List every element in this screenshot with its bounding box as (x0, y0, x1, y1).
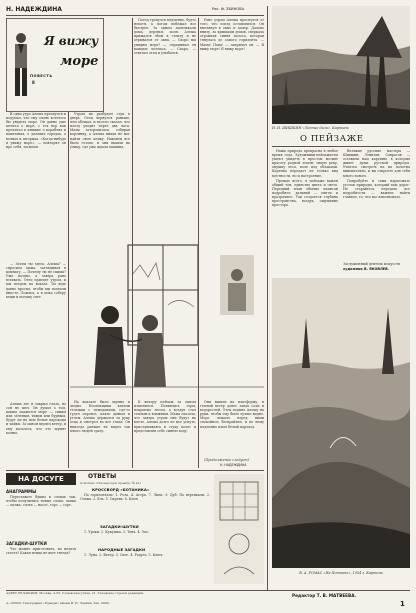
jokes-answers: 1. Уроки. 2. Кукушка. 3. Тень. 4. Эхо. (84, 530, 149, 534)
answers-heading: ОТВЕТЫ (88, 473, 117, 480)
article-col1: Наша природа прекрасна в любое время года. Художники-пейзажисты умеют увидеть в простом мотиве красоту родной земли: тихую реку, опушку леса, поле под облаками. Картина передает не только вид местности, но и настроение. Прежде всего, в пейзаже важен общий тон, единство цвета и света. Передний план обычно написан подробнее, дальний — мягче и прозрачнее. Так создается глубина пространства, воздух, ощущение простора. (272, 149, 338, 208)
anagram-text: Переставьте буквы в словах так, чтобы получились новые слова: лапка — палка, сосна — насос, торс — сорт. (6, 495, 76, 508)
story-col2-top: Утром их разбудил стук в дверь. Отец вернулся раньше, чем обещал, и весело сказал, что поезд уходит через два часа. Мама заторопилась, собирая корзинку, а Алеша никак не мог найти свою кепку. Наконец все было готово, и они вышли на улицу, где уже ждала машина. (70, 112, 130, 149)
col-rule-2 (132, 18, 133, 468)
leisure-banner: НА ДОСУГЕ (6, 473, 76, 485)
pioneer-boy-illustration (10, 30, 32, 100)
answers-subheading: (Смотри «Пионерскую правду» № 41) (80, 481, 141, 485)
folk-riddles-answers: 1. Луна. 2. Ветер. 3. Снег. 4. Радуга. 5. Ключ. (84, 553, 164, 557)
chapter-number: 8 (32, 80, 35, 85)
jokes-heading: ЗАГАДКИ-ШУТКИ (100, 524, 139, 529)
story-col3-bot: К вечеру пейзаж за окном изменился. Появились горы, покрытые лесом, а воздух стал теплым и влажным. Мама сказала, что завтра утром они будут на месте. Алеша долго не мог уснуть, прислушиваясь к стуку колес и представляя себе синюю воду. (134, 400, 196, 433)
col-rule-3 (198, 18, 199, 468)
author-name: Н. НАДЕЖДИНА (6, 6, 62, 13)
footer-address: АДРЕС РЕДАКЦИИ: Москва, А-55, Сущевская улица, 21. Телефоны отделов редакции. (6, 592, 145, 595)
story-kind: ПОВЕСТЬ (30, 74, 53, 78)
crossword-answers: По горизонтали: 1. Роза. 4. Астра. 7. Липа. 9. Дуб. По вертикали: 2. Осина. 3. Ель. 5. Сирень. 6. Клен. (80, 493, 210, 502)
romas-painting (272, 278, 410, 568)
heading-rule (272, 146, 410, 147)
continued-note: (Продолжение следует) (204, 458, 249, 462)
story-illustration (70, 235, 264, 397)
footer-editor: Редактор Т. В. МАТВЕЕВА. (292, 593, 357, 598)
story-col4-bot: Они вышли на платформу, и теплый ветер донес запах соли и водорослей. Отец поднял Алешу на руки, чтобы ему было лучше видно. Море лежало перед ними спокойное, бескрайнее, и по нему медленно плыл белый пароход. (200, 400, 264, 429)
header-rule (6, 15, 264, 16)
col-rule-1 (68, 112, 69, 468)
riddles-text: Что можно приготовить, но нельзя съесть? Какая птица не вьет гнезда? (6, 547, 76, 556)
footer-rule (6, 590, 410, 591)
article-col2: Великие русские мастера — Шишкин, Левитан, Саврасов — оставили нам картины, в которых живет душа русской природы. Учитесь смотреть на их полотна внимательно, и вы откроете для себя много нового. Попробуйте и сами нарисовать уголок природы, который вам дорог. Не старайтесь передать все подробности — важнее найти главное, то, что вас взволновало. (343, 149, 410, 200)
story-signature: Н. НАДЕЖДИНА (220, 463, 247, 467)
story-title-line1: Я вижу (44, 34, 99, 48)
story-col1-mid: — Зачем ты здесь, Алеша? — спросила мама, заглядывая в комнату. — Почему ты не спишь? Уже поздно, а завтра рано вставать. Отец приедет утром, и мы поедем на вокзал. Ты ведь давно просил, чтобы мы поехали вместе. Ложись, а я пока соберу вещи и погашу свет. (6, 262, 66, 299)
crossword-heading: КРОССВОРД «БОТАНИКА» (92, 487, 150, 492)
riddles-heading: ЗАГАДКИ-ШУТКИ (6, 541, 47, 546)
section-rule (267, 6, 268, 590)
leisure-top-rule (6, 470, 264, 471)
story-col2-bot: На вокзале было шумно и людно. Носильщики катили тележки с чемоданами, где-то гудел паровоз, пахло дымом и углем. Алеша держался за руку отца и смотрел во все глаза. Он никогда раньше не видел так много людей сразу. (70, 400, 130, 433)
illustrator-credit: Рис. Ф. ЗБИНОВА (212, 7, 245, 11)
story-col3-top: Поезд тронулся медленно, будто нехотя, а потом побежал все быстрее. За окном замелькали дома, деревья, поля. Алеша прижался лбом к стеклу и не отрывался от окна. — Скоро мы увидим море? — спрашивал он каждые полчаса. — Скоро, — отвечал отец и улыбался. (134, 18, 196, 55)
story-title-line2: море (60, 54, 99, 69)
story-col4-top: Рано утром Алеша проснулся от того, что поезд остановился. Он выглянул в окно и замер. Далеко внизу, за крышами домов, сверкала огромная синяя полоса, которая тянулась до самого горизонта. — Мама! Папа! — закричал он. — Я вижу море! Я вижу море! (200, 18, 264, 51)
painting2-caption: В. А. РОМАС «На Понтине», 1954 г. Картина (299, 571, 383, 575)
article-signature: Заслуженный деятель искусств (343, 262, 400, 266)
article-heading: О ПЕЙЗАЖЕ (300, 134, 364, 144)
footer-meta: А—00000. Типография «Правды» имени В. И. Ленина. Зак. 0000. (6, 602, 110, 605)
anagram-heading: АНАГРАММЫ (6, 489, 37, 494)
article-author: художник В. ЯКОВЛЕВ. (343, 267, 389, 271)
page-number: 1 (400, 600, 405, 608)
story-col1-top: В одно утро Алеша проснулся и подумал, что ему очень хотелось бы увидеть море. Он давно уже мечтал о море, с тех пор как прочитал в книжке о кораблях и капитанах, о далеких городах, о волнах и штормах. «Когда-нибудь я увижу море», — повторял он про себя, засыпая. (6, 112, 66, 149)
painting-caption: И. И. ШИШКИН «Лесные дали». Картина (272, 126, 349, 130)
story-col1-bot: Алеша лег и закрыл глаза, но сон не шел. Он думал о том, каким окажется море — синим или зеленым, тихим или бурным, будут ли на нем белые пароходы и чайки. За окном шумел ветер, и ему казалось, что это шумят волны. (6, 402, 66, 435)
folk-riddles-heading: НАРОДНЫЕ ЗАГАДКИ (98, 547, 146, 552)
leisure-illustration (214, 474, 264, 584)
shishkin-painting (272, 6, 410, 124)
